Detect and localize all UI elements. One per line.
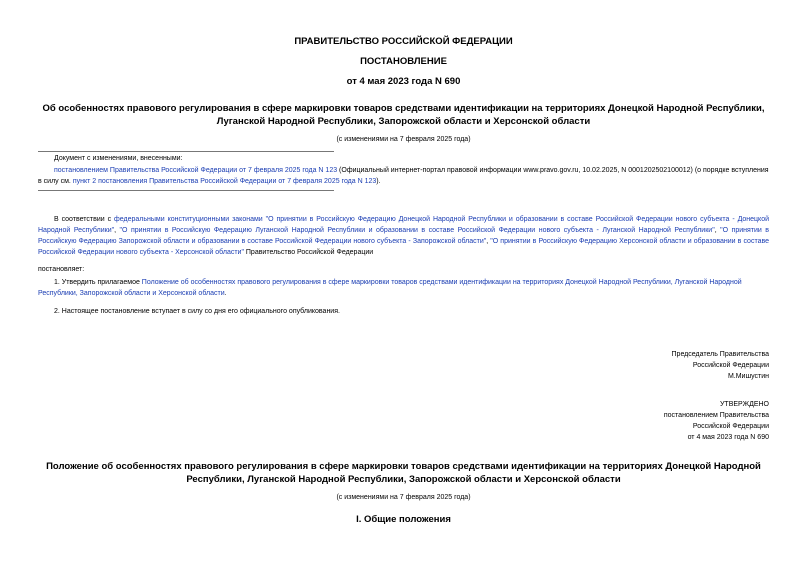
list-item-2: 2. Настоящее постановление вступает в силу со дня его официального опубликования. (54, 308, 340, 315)
divider-top (38, 151, 334, 152)
preamble-sep-2: , (714, 227, 721, 234)
resolves-label: постановляет: (38, 266, 85, 273)
divider-bottom (38, 190, 334, 191)
signature-position: Председатель Правительства (671, 351, 769, 358)
signature-block (500, 349, 769, 382)
changes-text-1: (Официальный интернет-портал правовой информации www.pravo.gov.ru, 10.02.2025, N 0001202502100012) (о порядке вступления в силу см. (38, 167, 769, 185)
approved-label: УТВЕРЖДЕНО (719, 401, 769, 408)
changes-text-2: ). (376, 178, 381, 185)
document-date-number: от 4 мая 2023 года N 690 (346, 76, 461, 87)
changes-details (38, 165, 769, 187)
preamble-sep-3: , (486, 238, 491, 245)
appendix-title: Положение об особенностях правового регулирования в сфере маркировки товаров средствами идентификации на территориях Донецкой Народной Республики, Луганской Народной Республики, Запорожской области и Херсонской области (46, 461, 761, 485)
amending-decree-link[interactable]: постановлением Правительства Российской Федерации от 7 февраля 2025 года N 123 (54, 167, 338, 174)
preamble-sep-1: , (114, 227, 120, 234)
document-type: ПОСТАНОВЛЕНИЕ (360, 56, 447, 67)
approval-stamp (500, 399, 769, 443)
item1-start: 1. Утвердить прилагаемое (54, 279, 142, 286)
signature-organization: Российской Федерации (692, 362, 769, 369)
government-heading: ПРАВИТЕЛЬСТВО РОССИЙСКОЙ ФЕДЕРАЦИИ (294, 36, 513, 47)
section-heading: I. Общие положения (356, 514, 451, 525)
preamble-end: Правительство Российской Федерации (243, 249, 374, 256)
approved-organization: Российской Федерации (692, 423, 769, 430)
preamble-paragraph (38, 214, 769, 258)
changes-intro: Документ с изменениями, внесенными: (54, 155, 183, 162)
law-link-lnr[interactable]: "О принятии в Российскую Федерацию Луганской Народной Республики и образовании в составе Российской Федерации нового субъекта - Луганской Народной Республики" (119, 227, 715, 234)
list-item-1 (38, 277, 769, 299)
signature-name: М.Мишустин (727, 373, 769, 380)
amendment-note: (с изменениями на 7 февраля 2025 года) (336, 136, 471, 143)
document-title: Об особенностях правового регулирования в сфере маркировки товаров средствами идентификации на территориях Донецкой Народной Республики, Луганской Народной Республики, Запорожской области и Херсонской области (42, 103, 765, 127)
regulation-link[interactable]: Положение об особенностях правового регулирования в сфере маркировки товаров средствами идентификации на территориях Донецкой Народной Республики, Луганской Народной Республики, Запорожской области и Херсонской области (38, 279, 742, 297)
law-link-dnr[interactable]: федеральными конституционными законами "О принятии в Российскую Федерацию Донецкой Народной Республики и образовании в составе Российской Федерации нового субъекта - Донецкой Народной Республики" (38, 216, 770, 234)
approved-by: постановлением Правительства (663, 412, 769, 419)
item1-end: . (224, 290, 227, 297)
appendix-amendment-note: (с изменениями на 7 февраля 2025 года) (336, 494, 471, 501)
entry-into-force-link[interactable]: пункт 2 постановления Правительства Российской Федерации от 7 февраля 2025 года N 123 (72, 178, 377, 185)
law-link-kherson[interactable]: "О принятии в Российскую Федерацию Херсонской области и образовании в составе Российской Федерации нового субъекта - Херсонской области" (38, 238, 769, 256)
approved-date: от 4 мая 2023 года N 690 (687, 434, 769, 441)
preamble-start: В соответствии с (54, 216, 115, 223)
law-link-zaporozhye[interactable]: "О принятии в Российскую Федерацию Запорожской области и образовании в составе Российской Федерации нового субъекта - Запорожской области" (38, 227, 770, 245)
